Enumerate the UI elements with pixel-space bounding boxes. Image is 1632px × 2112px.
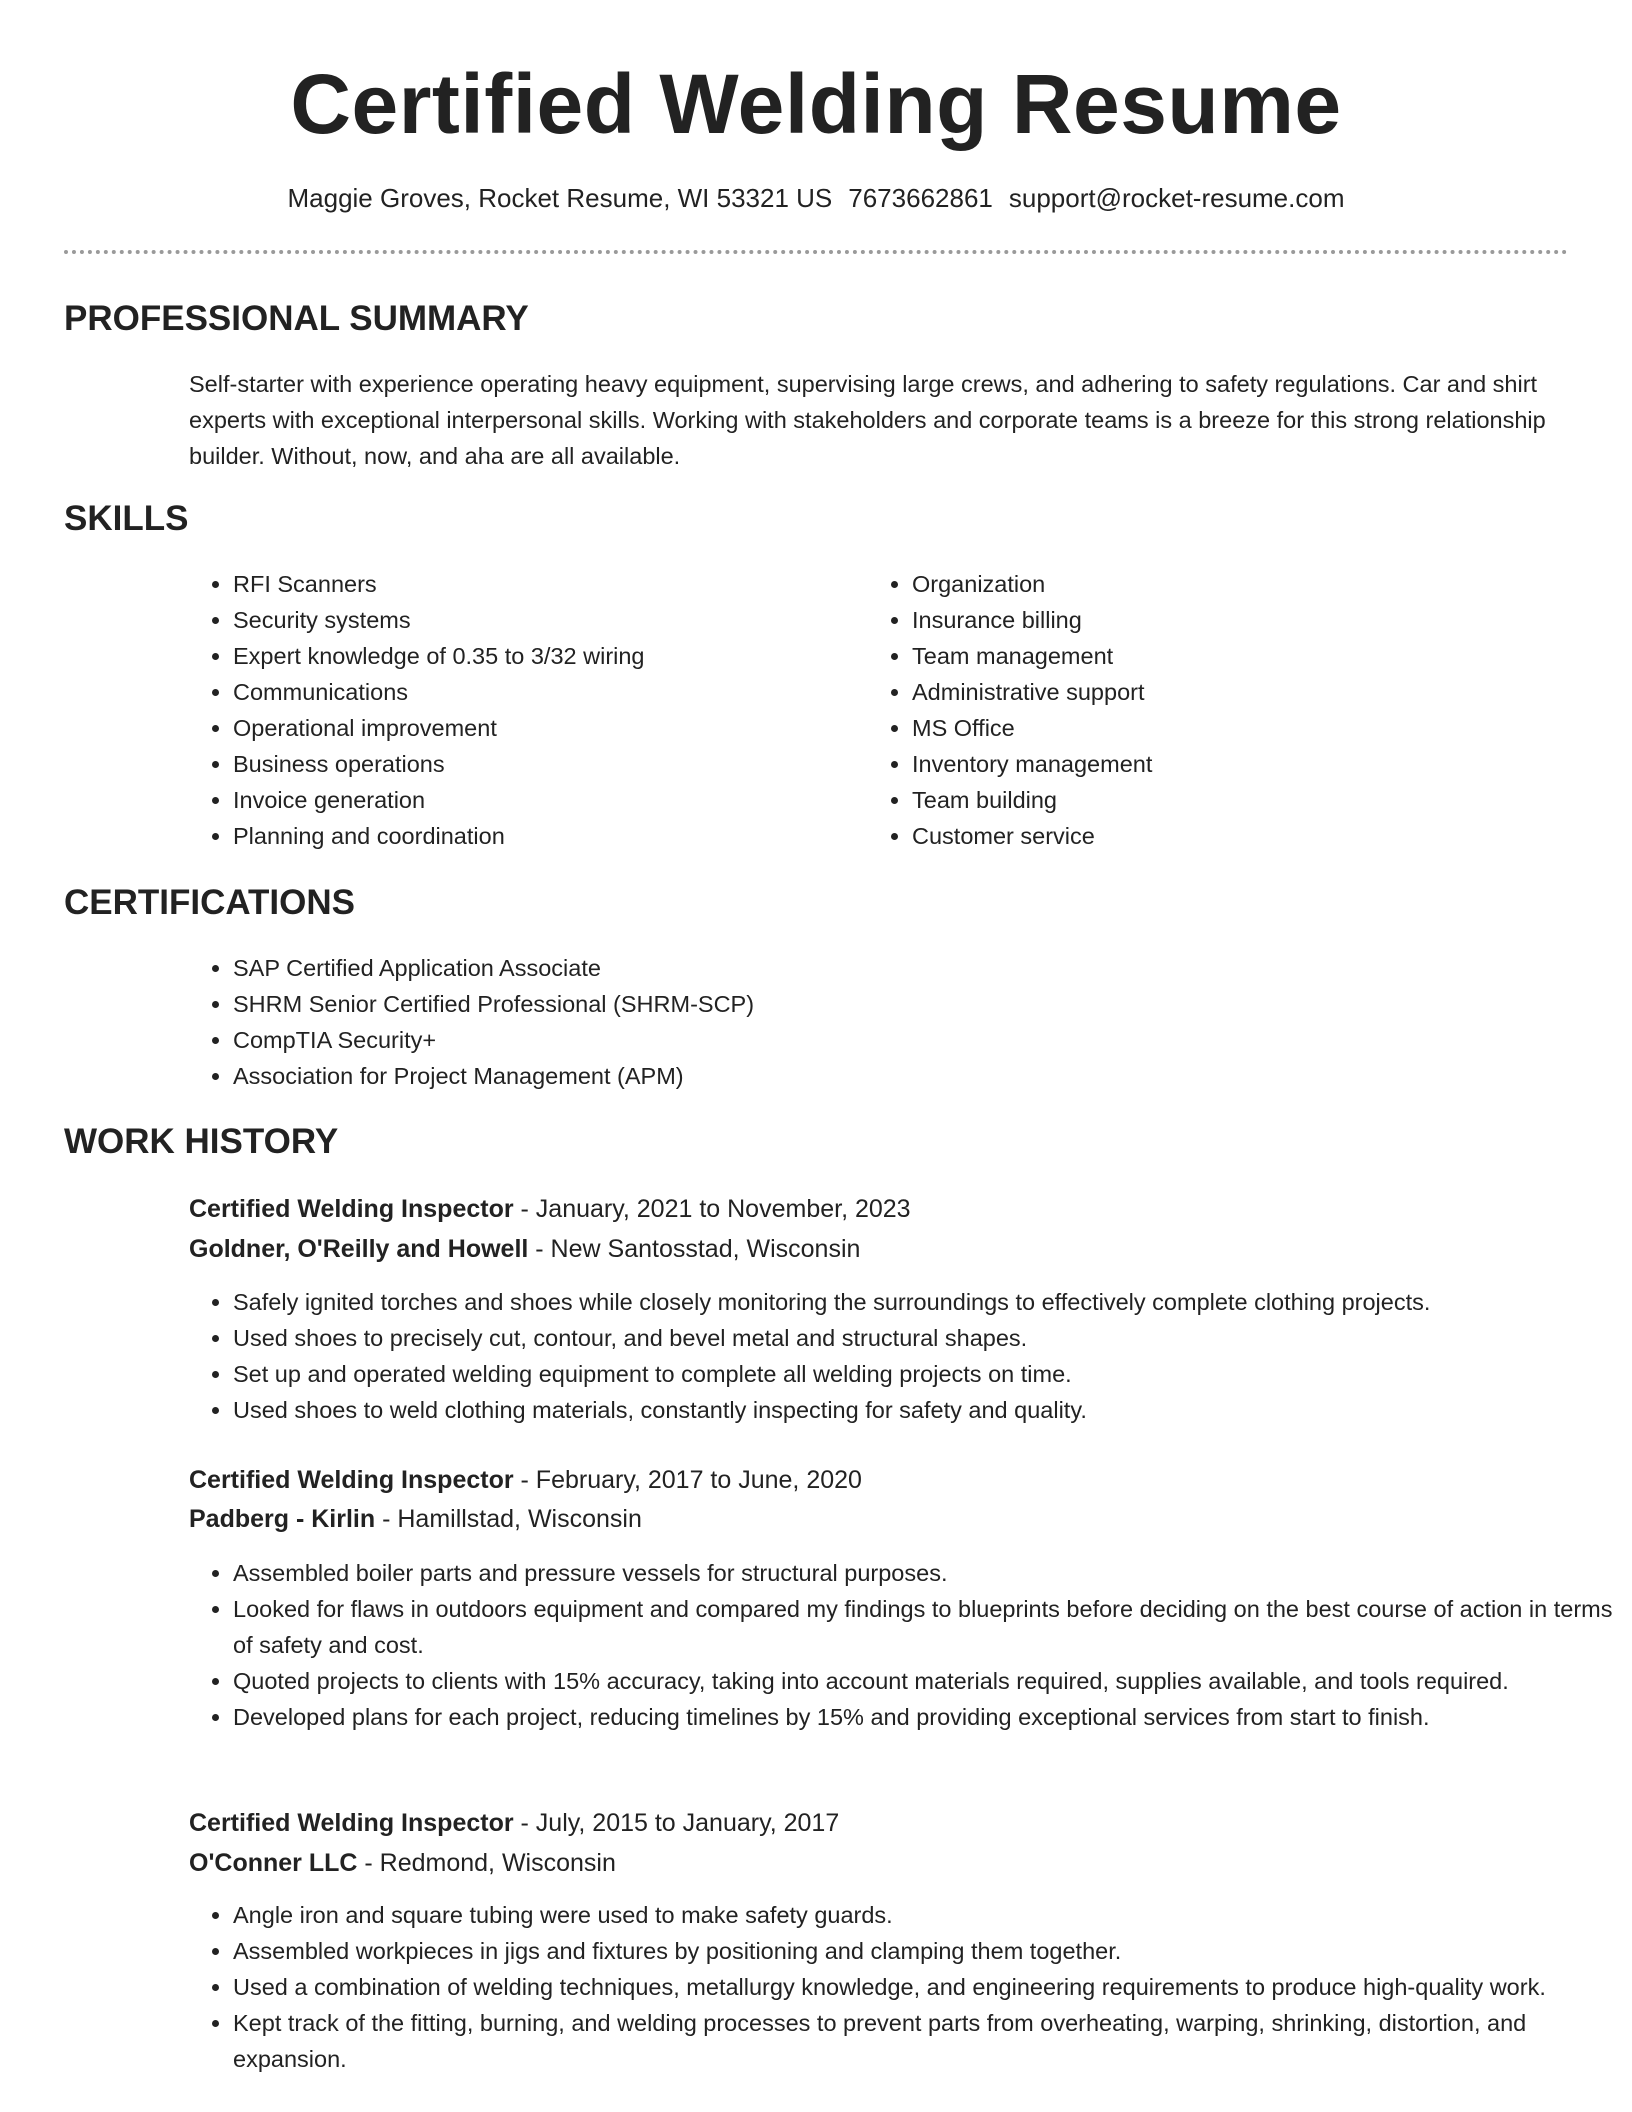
list-item: • Business operations [233,746,853,782]
list-item: • Communications [233,674,853,710]
list-item: • Association for Project Management (APM) [233,1058,1613,1094]
skills-list-right [868,566,1532,854]
list-item: • Looked for flaws in outdoors equipment and compared my findings to blueprints before deciding on the best course of action in terms of safety and cost. [233,1591,1613,1663]
list-item: • Planning and coordination [233,818,853,854]
list-item: • Team management [912,638,1532,674]
job-dates: - February, 2017 to June, 2020 [513,1466,862,1494]
summary-text: Self-starter with experience operating heavy equipment, supervising large crews, and adhering to safety regulations. Car and shirt experts with exceptional interpersonal skills. Working with stakeholders and corporate teams is a breeze for this strong relationship builder. Without, now, and aha are all available. [189,371,1546,469]
certifications-list [189,950,1613,1094]
job-location: - Redmond, Wisconsin [357,1849,616,1877]
list-item: • SHRM Senior Certified Professional (SHRM-SCP) [233,986,1613,1022]
list-item: • CompTIA Security+ [233,1022,1613,1058]
list-item: • Kept track of the fitting, burning, and welding processes to prevent parts from overheating, warping, shrinking, distortion, and expansion. [233,2005,1613,2077]
list-item: • Developed plans for each project, reducing timelines by 15% and providing exceptional services from start to finish. [233,1699,1613,1735]
job-dates: - July, 2015 to January, 2017 [513,1809,840,1837]
list-item: • Assembled workpieces in jigs and fixtures by positioning and clamping them together. [233,1933,1613,1969]
contact-phone: 7673662861 [848,183,993,213]
job-title: Certified Welding Inspector [189,1195,514,1223]
header-divider [64,250,1568,254]
list-item: • Used a combination of welding techniques, metallurgy knowledge, and engineering requirements to produce high-quality work. [233,1969,1613,2005]
list-item: • Administrative support [912,674,1532,710]
job-company-line [189,1501,642,1537]
list-item: • Insurance billing [912,602,1532,638]
list-item: • Used shoes to weld clothing materials, constantly inspecting for safety and quality. [233,1392,1613,1428]
job-location: - Hamillstad, Wisconsin [375,1505,642,1533]
list-item: • Operational improvement [233,710,853,746]
job-company-line [189,1845,616,1881]
certifications-heading: CERTIFICATIONS [64,883,356,922]
contact-line [0,180,1632,216]
summary-heading: PROFESSIONAL SUMMARY [64,299,529,338]
job-dates: - January, 2021 to November, 2023 [513,1195,911,1223]
job-duties-list [189,1284,1613,1428]
list-item: • Used shoes to precisely cut, contour, and bevel metal and structural shapes. [233,1320,1613,1356]
contact-email: support@rocket-resume.com [1008,183,1345,213]
list-item: • RFI Scanners [233,566,853,602]
list-item: • Quoted projects to clients with 15% accuracy, taking into account materials required, supplies available, and tools required. [233,1663,1613,1699]
list-item: • Team building [912,782,1532,818]
list-item: • Set up and operated welding equipment to complete all welding projects on time. [233,1356,1613,1392]
contact-address: Maggie Groves, Rocket Resume, WI 53321 US [287,183,833,213]
job-company: Padberg - Kirlin [189,1505,376,1533]
list-item: • MS Office [912,710,1532,746]
job-company: O'Conner LLC [189,1849,358,1877]
job-title-line [189,1462,862,1498]
list-item: • Organization [912,566,1532,602]
job-title-line [189,1191,911,1227]
list-item: • Safely ignited torches and shoes while closely monitoring the surroundings to effectively complete clothing projects. [233,1284,1613,1320]
skills-list-left [189,566,853,854]
list-item: • SAP Certified Application Associate [233,950,1613,986]
list-item: • Expert knowledge of 0.35 to 3/32 wiring [233,638,853,674]
resume-title: Certified Welding Resume [290,57,1342,151]
list-item: • Inventory management [912,746,1532,782]
job-title: Certified Welding Inspector [189,1809,514,1837]
list-item: • Angle iron and square tubing were used to make safety guards. [233,1897,1613,1933]
list-item: • Customer service [912,818,1532,854]
job-duties-list [189,1897,1613,2077]
list-item: • Invoice generation [233,782,853,818]
job-company: Goldner, O'Reilly and Howell [189,1235,529,1263]
job-title-line [189,1805,839,1841]
job-location: - New Santosstad, Wisconsin [528,1235,861,1263]
skills-heading: SKILLS [64,499,189,538]
job-duties-list [189,1555,1613,1735]
list-item: • Assembled boiler parts and pressure vessels for structural purposes. [233,1555,1613,1591]
list-item: • Security systems [233,602,853,638]
work-history-heading: WORK HISTORY [64,1122,339,1161]
job-company-line [189,1231,860,1267]
job-title: Certified Welding Inspector [189,1466,514,1494]
